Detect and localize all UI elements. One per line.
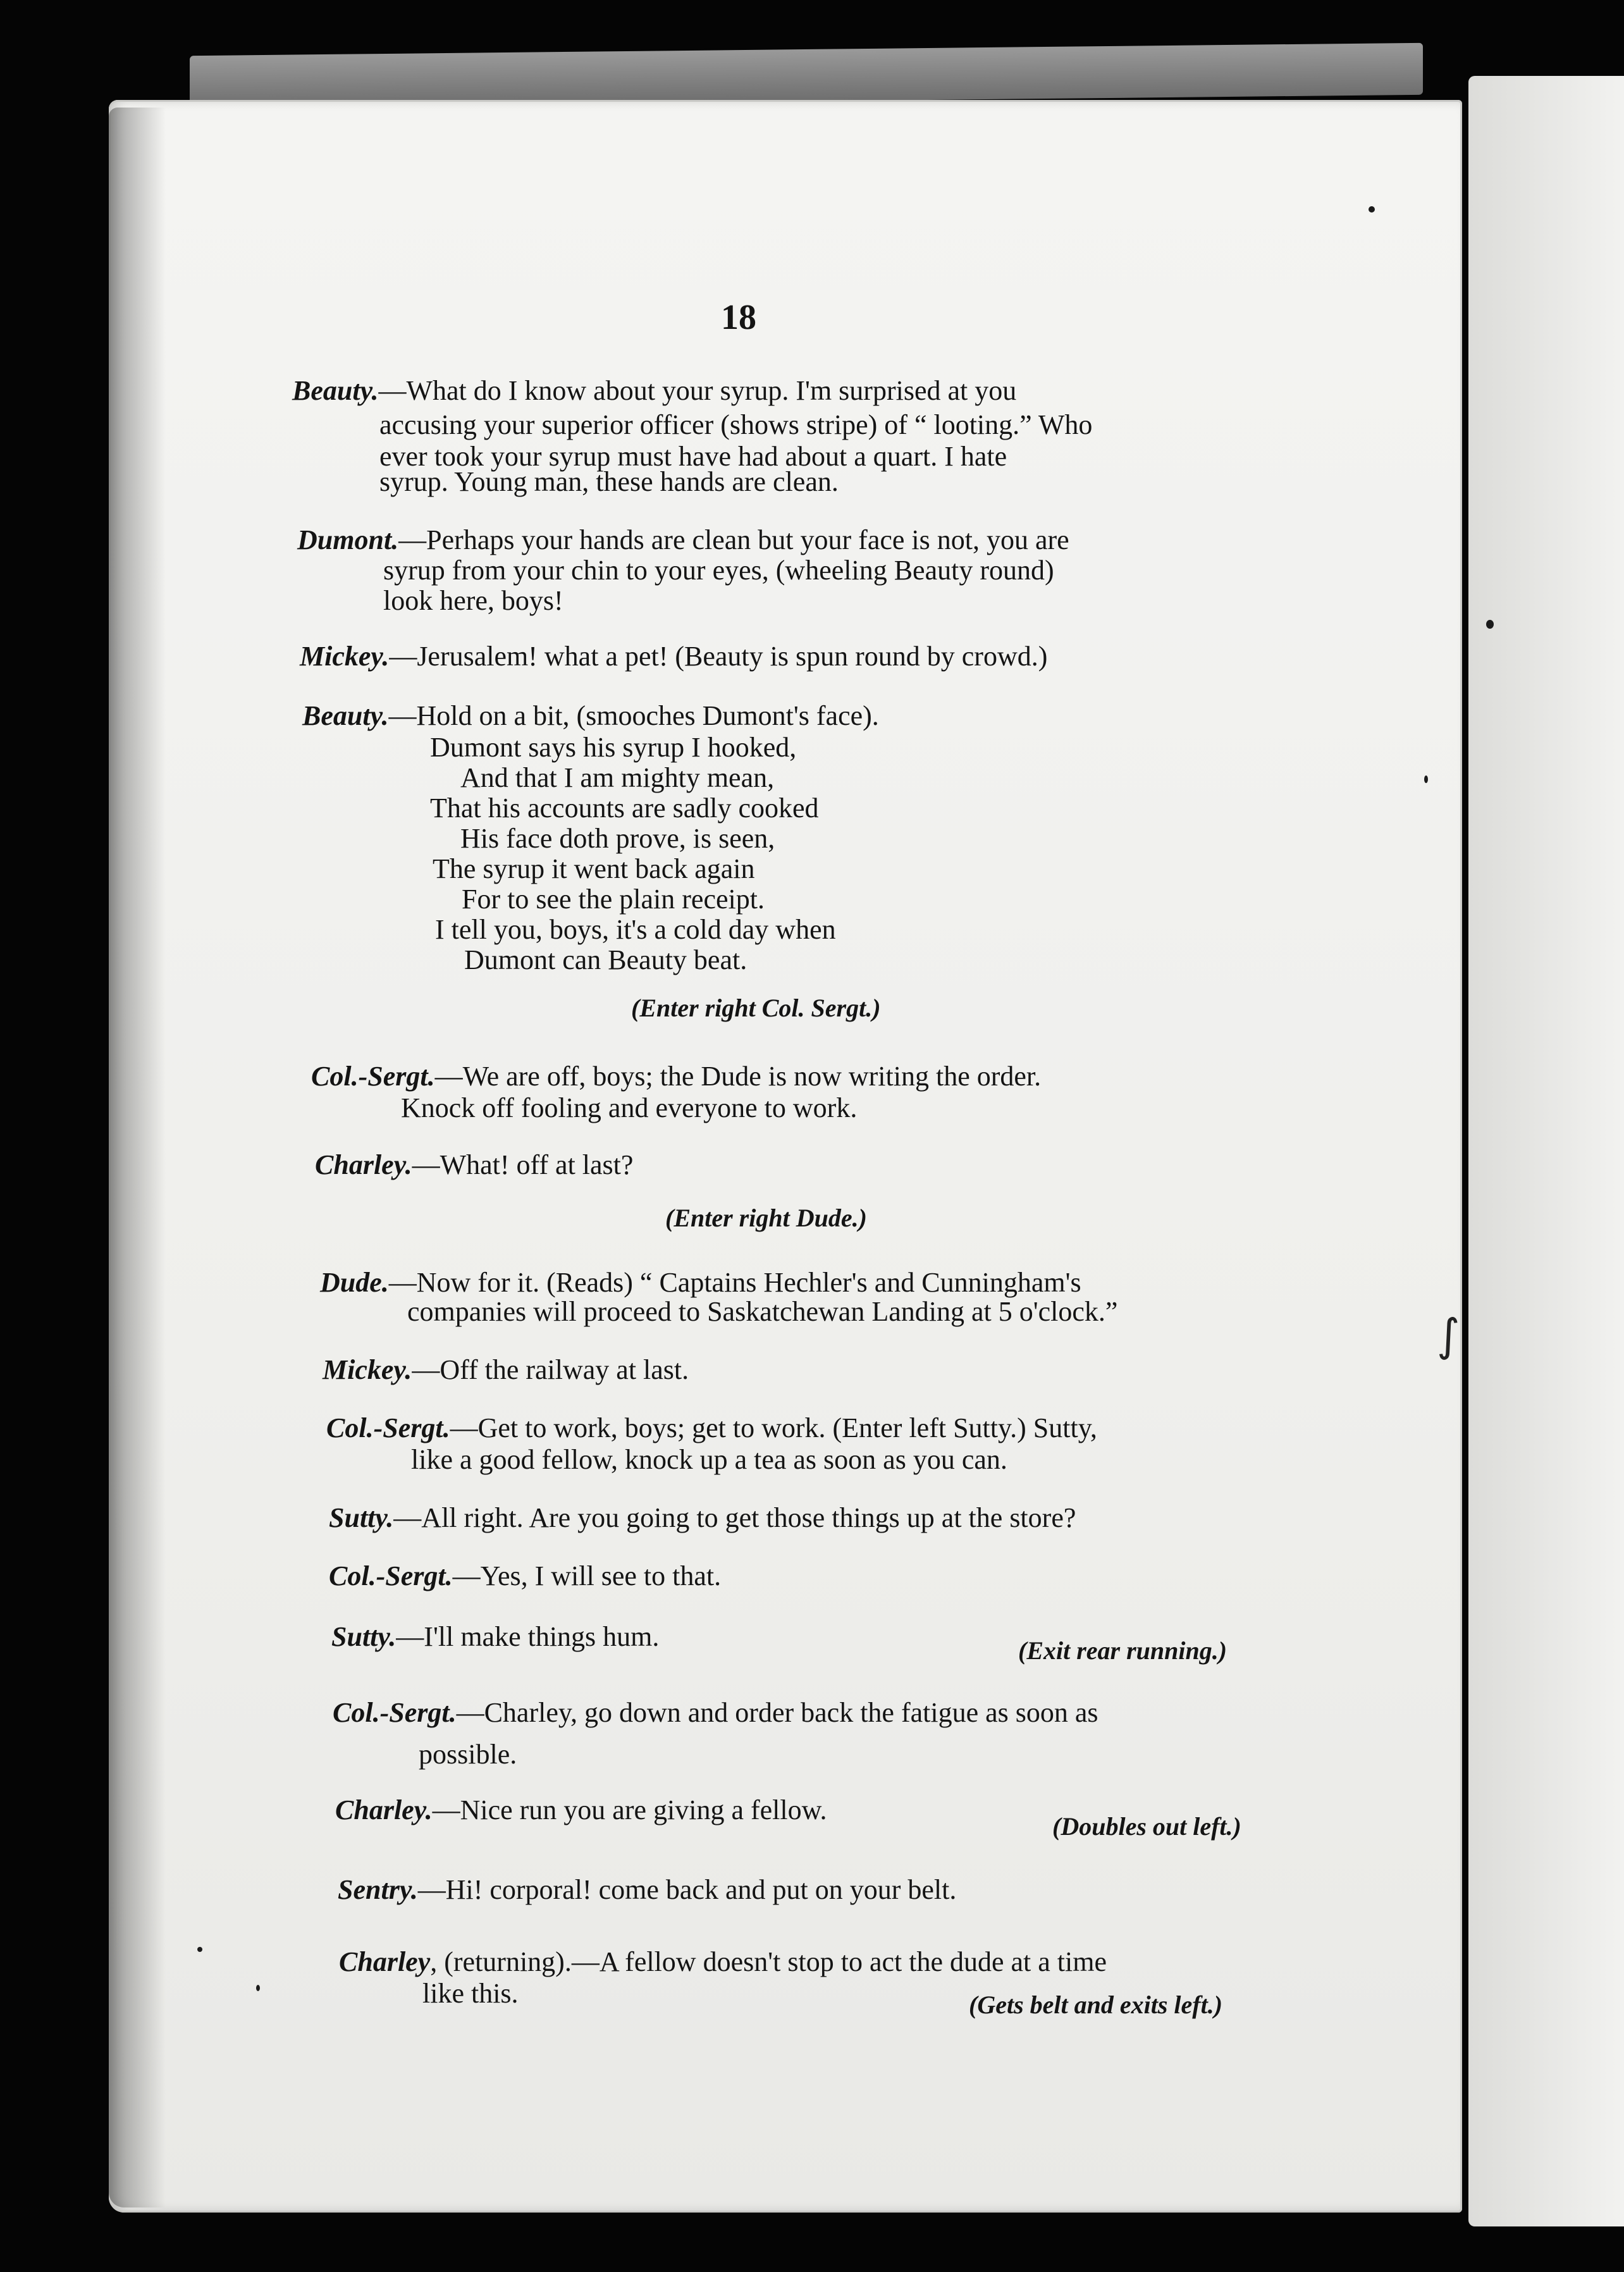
speaker-name: Sutty. — [331, 1621, 397, 1652]
line-text: —What! off at last? — [412, 1149, 634, 1180]
line-text: Dumont says his syrup I hooked, — [430, 732, 797, 763]
stage-direction — [631, 996, 881, 1021]
line-text: (Enter right Col. Sergt.) — [631, 994, 881, 1022]
dialogue-line — [311, 1063, 1041, 1090]
facing-page-edge — [1468, 76, 1624, 2226]
speaker-name: Beauty. — [302, 700, 389, 731]
dialogue-line — [323, 1356, 689, 1384]
verse-line — [430, 734, 796, 762]
dialogue-line — [320, 1269, 1081, 1297]
line-text: possible. — [419, 1739, 517, 1770]
dialogue-line — [333, 1699, 1098, 1727]
dialogue-line — [339, 1948, 1107, 1976]
line-text: His face doth prove, is seen, — [460, 823, 775, 854]
line-text: And that I am mighty mean, — [460, 762, 775, 793]
line-text: syrup from your chin to your eyes, (wheeling Beauty round) — [383, 555, 1054, 586]
line-text: ever took your syrup must have had about a quart. I hate — [379, 441, 1007, 472]
line-text: (Doubles out left.) — [1052, 1812, 1241, 1841]
dialogue-line — [383, 557, 1054, 584]
verse-line — [462, 886, 765, 913]
verse-line — [433, 855, 755, 883]
ink-speck — [197, 1947, 202, 1952]
dialogue-line — [315, 1151, 633, 1179]
line-text: (Exit rear running.) — [1018, 1636, 1227, 1665]
line-text: —I'll make things hum. — [396, 1621, 660, 1652]
stage-direction — [1018, 1638, 1227, 1664]
line-text: The syrup it went back again — [433, 853, 755, 884]
ink-speck — [1369, 206, 1375, 213]
line-text: —Perhaps your hands are clean but your face is not, you are — [398, 524, 1069, 555]
line-text: —Charley, go down and order back the fatigue as soon as — [456, 1697, 1098, 1728]
page-gutter-shadow — [109, 108, 166, 2207]
dialogue-line — [338, 1876, 956, 1904]
line-text: —Now for it. (Reads) “ Captains Hechler's and Cunningham's — [388, 1267, 1081, 1298]
stage-direction — [665, 1206, 867, 1231]
ink-speck — [256, 1985, 260, 1991]
dialogue-line — [329, 1504, 1076, 1532]
verse-line — [460, 825, 775, 853]
verse-line — [464, 946, 747, 974]
speaker-name: Col.-Sergt. — [333, 1697, 457, 1728]
line-text: —All right. Are you going to get those things up at the store? — [393, 1502, 1076, 1533]
dialogue-line — [379, 411, 1092, 439]
line-text: —Nice run you are giving a fellow. — [432, 1794, 827, 1825]
line-text: —Hi! corporal! come back and put on your belt. — [417, 1874, 957, 1905]
line-text: look here, boys! — [383, 585, 563, 616]
line-text: —Yes, I will see to that. — [452, 1560, 722, 1591]
line-text: —Hold on a bit, (smooches Dumont's face). — [388, 700, 879, 731]
line-text: —Off the railway at last. — [412, 1354, 689, 1385]
speaker-name: Mickey. — [300, 641, 390, 672]
speaker-name: Charley — [339, 1946, 431, 1977]
line-text: accusing your superior officer (shows stripe) of “ looting.” Who — [379, 409, 1093, 440]
stage-direction — [969, 1992, 1222, 2018]
speaker-name: Mickey. — [323, 1354, 412, 1385]
line-text: Knock off fooling and everyone to work. — [401, 1092, 858, 1123]
line-text: —We are off, boys; the Dude is now writing the order. — [434, 1061, 1042, 1092]
dialogue-line — [329, 1562, 721, 1590]
dialogue-line — [407, 1298, 1117, 1326]
line-text: —Get to work, boys; get to work. (Enter left Sutty.) Sutty, — [450, 1412, 1097, 1443]
speaker-name: Sentry. — [338, 1874, 418, 1905]
dialogue-line — [297, 526, 1069, 554]
line-text: like this. — [422, 1978, 519, 2009]
line-text: like a good fellow, knock up a tea as soon as you can. — [411, 1444, 1007, 1475]
line-text: Dumont can Beauty beat. — [464, 944, 747, 975]
line-text: (Gets belt and exits left.) — [969, 1991, 1223, 2019]
verse-line — [435, 916, 836, 944]
dialogue-line — [411, 1446, 1007, 1474]
dialogue-line — [292, 377, 1016, 405]
dialogue-line — [331, 1623, 659, 1651]
speaker-name: Dude. — [320, 1267, 389, 1298]
dialogue-line — [335, 1796, 827, 1824]
dialogue-line — [302, 702, 879, 730]
dialogue-line — [326, 1414, 1097, 1442]
page-edge-behind — [190, 43, 1423, 108]
verse-line — [430, 794, 819, 822]
page-number: 18 — [721, 298, 756, 337]
speaker-name: Charley. — [335, 1794, 433, 1825]
dialogue-line — [422, 1980, 519, 2008]
speaker-name: Charley. — [315, 1149, 412, 1180]
line-text: For to see the plain receipt. — [462, 884, 765, 915]
line-text: companies will proceed to Saskatchewan Landing at 5 o'clock.” — [407, 1296, 1118, 1327]
ink-speck — [1424, 775, 1428, 783]
line-text: , (returning).—A fellow doesn't stop to act the dude at a time — [430, 1946, 1107, 1977]
line-text: (Enter right Dude.) — [665, 1204, 867, 1232]
ink-speck — [1486, 620, 1494, 629]
speaker-name: Col.-Sergt. — [326, 1412, 450, 1443]
dialogue-line — [383, 587, 563, 615]
speaker-name: Beauty. — [292, 375, 379, 406]
line-text: —Jerusalem! what a pet! (Beauty is spun round by crowd.) — [389, 641, 1048, 672]
line-text: That his accounts are sadly cooked — [430, 793, 819, 824]
dialogue-line — [401, 1094, 857, 1122]
margin-mark: ∫ — [1437, 1309, 1460, 1361]
speaker-name: Col.-Sergt. — [311, 1061, 435, 1092]
line-text: —What do I know about your syrup. I'm surprised at you — [378, 375, 1017, 406]
speaker-name: Dumont. — [297, 524, 399, 555]
line-text: I tell you, boys, it's a cold day when — [435, 914, 836, 945]
dialogue-line — [419, 1741, 517, 1769]
dialogue-line — [379, 468, 839, 496]
verse-line — [460, 764, 774, 792]
line-text: syrup. Young man, these hands are clean. — [379, 466, 839, 497]
speaker-name: Col.-Sergt. — [329, 1560, 453, 1591]
stage-direction — [1052, 1814, 1241, 1839]
dialogue-line — [300, 643, 1047, 670]
speaker-name: Sutty. — [329, 1502, 394, 1533]
